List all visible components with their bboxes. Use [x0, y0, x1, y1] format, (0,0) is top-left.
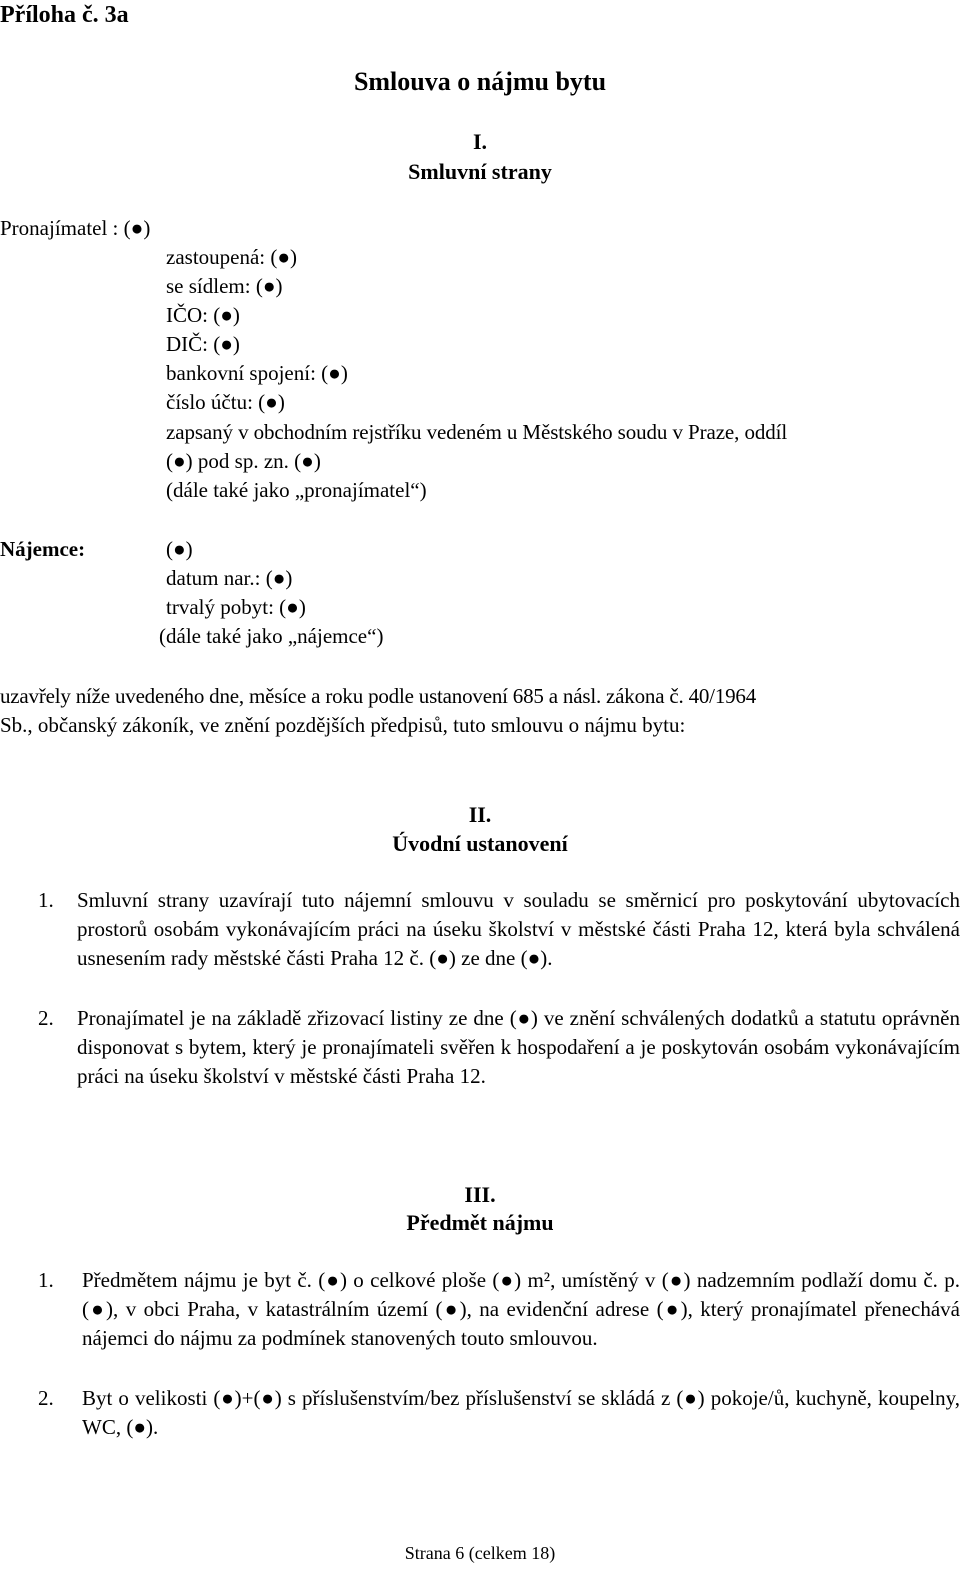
section-2-number: II.: [468, 802, 492, 827]
preamble-line: Sb., občanský zákoník, ve znění pozdějších předpisů, tuto smlouvu o nájmu bytu:: [0, 713, 686, 737]
landlord-label: Pronajímatel : (●): [0, 216, 151, 240]
list-item-number: 2.: [38, 1006, 54, 1030]
tenant-line: trvalý pobyt: (●): [166, 595, 306, 619]
list-item-number: 1.: [38, 1268, 54, 1292]
landlord-line: číslo účtu: (●): [166, 390, 285, 414]
landlord-line: IČO: (●): [166, 303, 240, 327]
landlord-line: (●) pod sp. zn. (●): [166, 449, 321, 473]
landlord-line: (dále také jako „pronajímatel“): [166, 478, 427, 502]
annex-label: Příloha č. 3a: [0, 2, 129, 28]
tenant-line: (dále také jako „nájemce“): [159, 624, 384, 648]
section-2-heading: Úvodní ustanovení: [392, 831, 568, 856]
landlord-line: zastoupená: (●): [166, 245, 298, 269]
section-3-heading: Předmět nájmu: [406, 1210, 554, 1235]
page-footer: Strana 6 (celkem 18): [404, 1543, 556, 1563]
list-item-number: 1.: [38, 888, 54, 912]
landlord-line: bankovní spojení: (●): [166, 361, 348, 385]
section-3-number: III.: [464, 1182, 496, 1207]
landlord-line: zapsaný v obchodním rejstříku vedeném u Městského soudu v Praze, oddíl: [166, 420, 788, 444]
landlord-line: DIČ: (●): [166, 332, 240, 356]
tenant-line: (●): [166, 537, 193, 561]
list-item-text: Smluvní strany uzavírají tuto nájemní smlouvu v souladu se směrnicí pro poskytování ubytovacích prostorů osobám vykonávajícím práci na úseku školství v městské části Praha 12, která byla schválená usnesením rady městské části Praha 12 č. (●) ze dne (●).: [77, 888, 960, 970]
list-item-text: Pronajímatel je na základě zřizovací listiny ze dne (●) ve znění schválených dodatků a statutu oprávněn disponovat s bytem, který je pronajímateli svěřen k hospodaření a je poskytován osobám vykonávajícím práci na úseku školství v městské části Praha 12.: [77, 1006, 960, 1088]
preamble-line: uzavřely níže uvedeného dne, měsíce a roku podle ustanovení 685 a násl. zákona č. 40/1964: [0, 684, 757, 708]
section-1-number: I.: [472, 129, 488, 154]
list-item-text: Předmětem nájmu je byt č. (●) o celkové ploše (●) m², umístěný v (●) nadzemním podlaží domu č. p. (●), v obci Praha, v katastrálním území (●), na evidenční adrese (●), který pronajímatel přenechává nájemci do nájmu za podmínek stanovených touto smlouvou.: [82, 1268, 960, 1350]
list-item-text: Byt o velikosti (●)+(●) s příslušenstvím/bez příslušenství se skládá z (●) pokoje/ů, kuchyně, koupelny, WC, (●).: [82, 1386, 960, 1439]
landlord-line: se sídlem: (●): [166, 274, 283, 298]
tenant-label: Nájemce:: [0, 537, 86, 561]
section-1-heading: Smluvní strany: [408, 159, 552, 184]
tenant-line: datum nar.: (●): [166, 566, 293, 590]
document-title: Smlouva o nájmu bytu: [353, 67, 607, 96]
list-item-number: 2.: [38, 1386, 54, 1410]
